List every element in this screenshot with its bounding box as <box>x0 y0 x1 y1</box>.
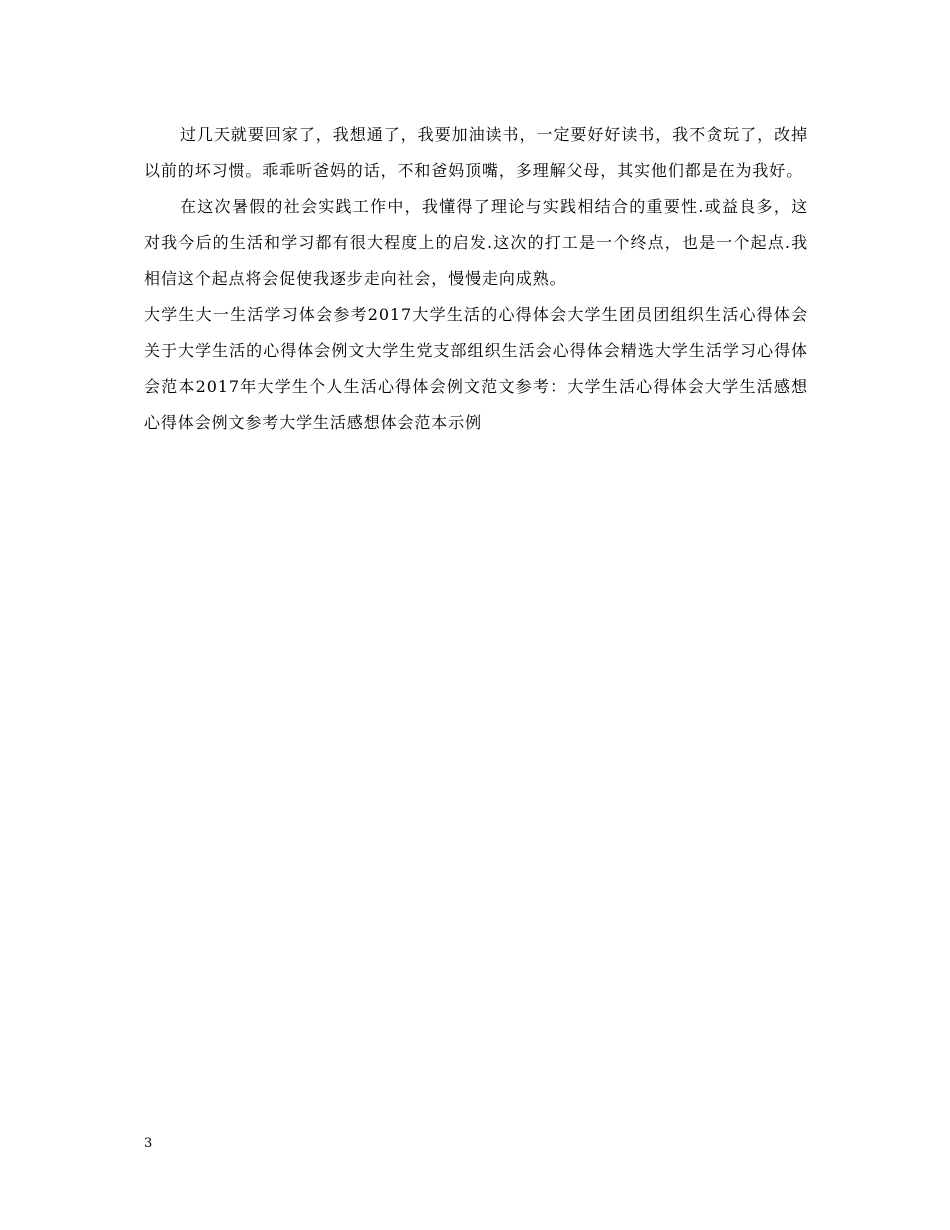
paragraph-going-home: 过几天就要回家了，我想通了，我要加油读书，一定要好好读书，我不贪玩了，改掉以前的坏习惯。乖乖听爸妈的话，不和爸妈顶嘴，多理解父母，其实他们都是在为我好。 <box>144 125 808 180</box>
related-articles-list: 大学生大一生活学习体会参考2017大学生活的心得体会大学生团员团组织生活心得体会关于大学生活的心得体会例文大学生党支部组织生活会心得体会精选大学生活学习心得体会范本2017年大学生个人生活心得体会例文范文参考：大学生活心得体会大学生活感想心得体会例文参考大学生活感想体会范本示例 <box>144 305 808 432</box>
page-number: 3 <box>144 1136 153 1151</box>
document-body <box>144 117 808 441</box>
paragraph-social-practice: 在这次暑假的社会实践工作中，我懂得了理论与实践相结合的重要性.或益良多，这对我今后的生活和学习都有很大程度上的启发.这次的打工是一个终点，也是一个起点.我相信这个起点将会促使我逐步走向社会，慢慢走向成熟。 <box>144 197 808 288</box>
